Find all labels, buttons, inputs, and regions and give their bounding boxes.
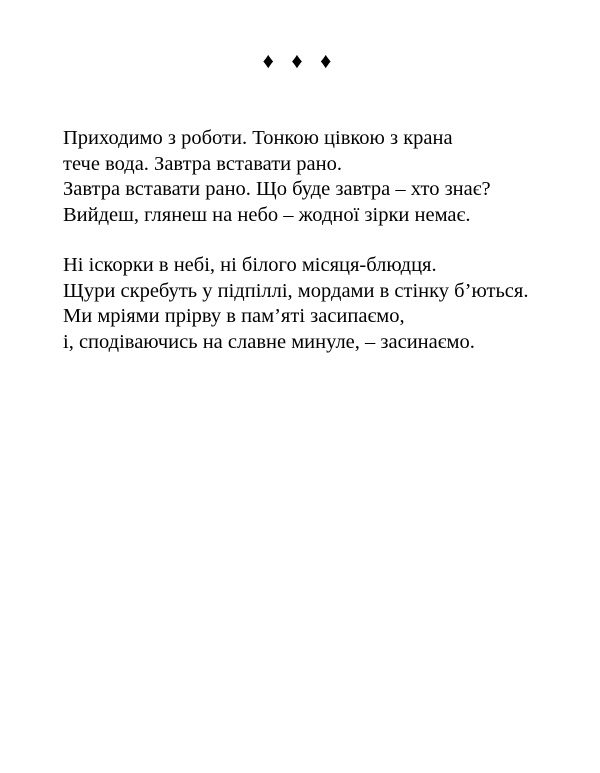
poem-line: і, сподіваючись на славне минуле, – засинаємо.: [63, 330, 475, 353]
poem-line: Ні іскорки в небі, ні білого місяця-блюдця.: [63, 254, 437, 276]
poem-line: Ми мріями прірву в пам’яті засипаємо,: [63, 305, 405, 327]
poem-line: тече вода. Завтра вставати рано.: [63, 152, 342, 175]
poem-line: Вийдеш, глянеш на небо – жодної зірки немає.: [63, 203, 471, 226]
poem-body: [63, 126, 583, 380]
section-ornament: ♦ ♦ ♦: [262, 48, 338, 73]
stanza-2: [63, 253, 583, 355]
poem-line: Приходимо з роботи. Тонкою цівкою з крана: [63, 127, 453, 149]
poem-line: Щури скребуть у підпіллі, мордами в стінку б’ються.: [63, 279, 529, 302]
poem-line: Завтра вставати рано. Що буде завтра – хто знає?: [63, 178, 491, 200]
stanza-1: [63, 126, 583, 228]
